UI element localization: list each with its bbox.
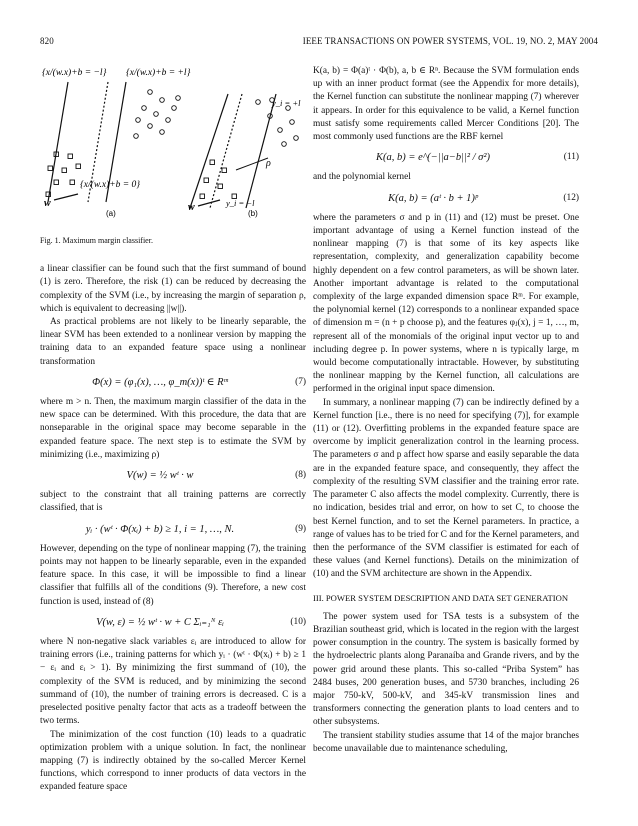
- equation-10-body: V(w, ε) = ½ wᵗ · w + C Σᵢ₌₁ᴺ εᵢ: [96, 616, 224, 628]
- equation-12: [313, 192, 579, 205]
- class-plus-points-a: [134, 90, 181, 139]
- figure-1-drawing: [40, 60, 306, 220]
- right-paragraph-5: The power system used for TSA tests is a subsystem of the Brazilian southeast grid, which is located in the region with the largest power consumption in the country. The system is basically formed by the hydroelectric plants along Paranaíba and Grande rivers, and by the power grid around these plants. This so-called “Priba System” has 2484 buses, 200 generation buses, and 5730 branches, including 26 major 750-kV, 500-kV, and 345-kV transmission lines and transformers connecting the generation plants to load centers and to other subsystems.: [313, 611, 579, 728]
- left-paragraph-3: where m > n. Then, the maximum margin classifier of the data in the new space can be determined. With this procedure, the data that are nonseparable in the original space may become separable in the expanded feature space. The next step is to estimate the SVM by minimizing (i.e., maximizing ρ): [40, 397, 306, 460]
- equation-7-number: (7): [295, 376, 306, 387]
- equation-8-body: V(w) = ½ wᵗ · w: [126, 470, 194, 482]
- right-paragraph-1: K(a, b) = Φ(a)ᵗ · Φ(b), a, b ∈ Rⁿ. Because the SVM formulation ends up with an inner product format (see the Appendix for more details), the Kernel function can substitute the nonlinear mapping (7) wherever it appears. In order for this equivalence to be valid, a Kernel function must satisfy some requirements called Mercer Conditions [20]. The most commonly used functions are the RBF kernel: [313, 66, 579, 143]
- figure-1: [40, 60, 306, 220]
- margin-arrow: [236, 158, 268, 170]
- right-paragraph-2: and the polynomial kernel: [313, 172, 411, 183]
- fig-label-a: (a): [106, 209, 116, 218]
- left-paragraph-5: However, depending on the type of nonlinear mapping (7), the training points may not happen to be linearly separable, even in the expanded feature space. In this case, it will be impossible to find a linear classifier that fulfills all of the conditions (9). Therefore, a new cost function is used, instead of (8): [40, 543, 306, 607]
- fig-top-left-eq: {x/(w.x)+b = −l}: [42, 68, 107, 78]
- boundary-b-1: [190, 94, 228, 208]
- equation-11: [313, 151, 579, 164]
- right-paragraph-4: In summary, a nonlinear mapping (7) can be indirectly defined by a Kernel function [i.e., there is no need for specifying (7)], for example (11) or (12). Overfitting problems in the expanded feature space are overcome by implicit generalization control in the learning process. The parameters σ and p affect how sparse and easily separable the data are in the expanded feature space, and consequently, they affect the complexity of the resulting SVM classifier and the training error rate. The parameter C also affects the model complexity. Currently, there is no indication, besides trial and error, on how to set C, to choose the best Kernel function, and to set the Kernel parameters. In practice, a range of values has to be tried for C and for the Kernel parameters, and then the performance of the SVM classifier is estimated for each of these values (and Kernel functions). Details on the minimization of (10) and the SVM architecture are shown in the Appendix.: [313, 397, 579, 580]
- equation-12-number: (12): [563, 192, 579, 203]
- equation-11-number: (11): [563, 152, 579, 163]
- left-paragraph-4: subject to the constraint that all training patterns are correctly classified, that is: [40, 490, 306, 514]
- equation-9-number: (9): [295, 523, 306, 534]
- equation-10: [40, 616, 306, 629]
- equation-9: [40, 523, 306, 536]
- boundary-b-2: [210, 94, 242, 208]
- right-column: [313, 65, 579, 756]
- boundary-b-3: [246, 94, 276, 208]
- page-number: 820: [40, 36, 54, 46]
- w-arrow-b: [198, 200, 220, 206]
- left-paragraph-2: As practical problems are not likely to be linearly separable, the linear SVM has been extended to a nonlinear version by mapping the training data to an expanded feature space using a nonlinear transformation: [40, 317, 306, 367]
- w-arrow-a: [54, 194, 78, 200]
- equation-10-number: (10): [290, 616, 306, 627]
- left-paragraph-6: where N non-negative slack variables εᵢ are introduced to allow for training errors (i.e., training patterns for which yᵢ · (wᵗ · Φ(xᵢ) + b) ≥ 1 − εᵢ and εᵢ > 1). By minimizing the first summand of (10), the complexity of the SVM is reduced, and by minimizing the second summand of (10), the number of training errors is decreased. C is a preselected positive penalty factor that acts as a tradeoff between the two terms.: [40, 637, 306, 727]
- equation-12-body: K(a, b) = (aᵗ · b + 1)ᵖ: [388, 192, 478, 204]
- right-paragraph-3: where the parameters σ and p in (11) and (12) must be preset. One important advantage of using a Kernel function instead of the nonlinear mapping (7) is that some of its key aspects like representation, complexity, and generalization capability become highly dependent on a few control parameters, as will be shown later. Another important advantage is related to the computational complexity of the large expanded dimension space Rᵐ. For example, the polynomial kernel (12) corresponds to a nonlinear expanded space of dimension m = (n + p choose p), and the features φⱼ(x), j = 1, …, m, represent all of the monomials of the original input vector up to and including degree p. In power systems, where n is typically large, m would become computationally intractable. However, by substituting the nonlinear mapping by the Kernel function, all calculations are performed in the original input space dimension.: [313, 212, 579, 395]
- fig-label-b: (b): [248, 209, 258, 218]
- equation-8-number: (8): [295, 470, 306, 481]
- fig-top-mid-eq: {x/(w.x)+b = +l}: [126, 68, 191, 78]
- fig-yi-minus: y_i = −l: [226, 198, 255, 208]
- left-paragraph-1: a linear classifier can be found such that the first summand of bound (1) is zero. Therefore, the risk (1) can be reduced by decreasing the complexity of the SVM (i.e., by increasing the margin of separation ρ, which is equivalent to decreasing ||w||).: [40, 264, 306, 314]
- equation-8: [40, 469, 306, 482]
- fig-rho: ρ: [266, 158, 271, 169]
- left-paragraph-7: The minimization of the cost function (10) leads to a quadratic optimization problem with a unique solution. In fact, the nonlinear mapping (7) is indirectly obtained by the so-called Mercer Kernel functions, which correspond to inner products of data vectors in the expanded feature space: [40, 729, 306, 793]
- left-column: [40, 60, 306, 795]
- section-heading: III. POWER SYSTEM DESCRIPTION AND DATA SET GENERATION: [313, 592, 569, 603]
- class-minus-points-a: [46, 152, 81, 197]
- equation-11-body: K(a, b) = e^(−||a−b||² / σ²): [375, 152, 491, 164]
- fig-w-a: w: [44, 198, 51, 209]
- fig-mid-eq: {x/(w.x)+b = 0}: [80, 180, 141, 190]
- boundary-line-neg: [48, 82, 68, 202]
- running-header: IEEE TRANSACTIONS ON POWER SYSTEMS, VOL. 19, NO. 2, MAY 2004: [302, 36, 598, 46]
- equation-9-body: yᵢ · (wᵗ · Φ(xᵢ) + b) ≥ 1, i = 1, …, N.: [85, 523, 235, 535]
- fig-yi-plus: y_i = +l: [272, 98, 301, 108]
- figure-caption: Fig. 1. Maximum margin classifier.: [40, 236, 153, 245]
- equation-7: [40, 376, 306, 389]
- fig-w-b: w: [188, 202, 195, 213]
- equation-7-body: Φ(x) = (φ₁(x), …, φ_m(x))ᵗ ∈ Rᵐ: [92, 376, 228, 388]
- right-paragraph-6: The transient stability studies assume that 14 of the major branches become unavailable due to maintenance scheduling,: [313, 730, 579, 754]
